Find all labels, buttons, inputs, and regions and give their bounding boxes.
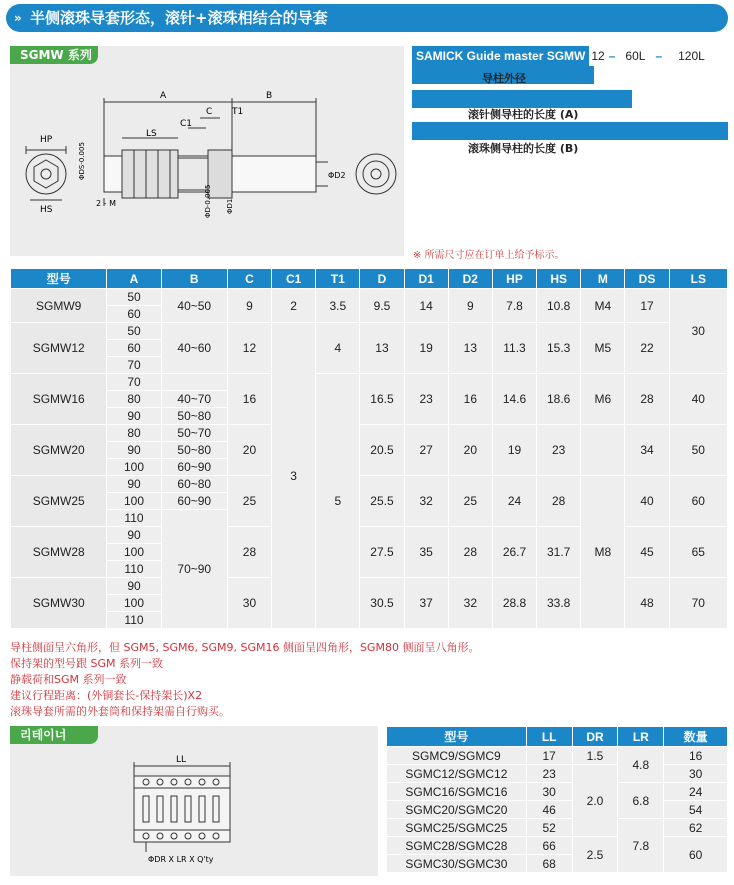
table-cell: 90 <box>107 578 161 595</box>
col-a: A <box>107 269 161 289</box>
label-retainer-spec: ΦDR X LR X Q'ty <box>148 855 214 864</box>
label-code-a: 滚针侧导柱的长度 (A) <box>468 108 579 121</box>
table-cell: 13 <box>448 323 492 374</box>
table-cell: 23 <box>404 374 448 425</box>
table-cell: 50 <box>669 425 727 476</box>
order-note: ※ 所需尺寸应在订单上给予标示。 <box>413 250 565 261</box>
technical-drawing <box>10 46 404 256</box>
table-cell: 4.8 <box>618 747 664 783</box>
table-cell: 33.8 <box>537 578 581 629</box>
table-cell: 46 <box>526 801 572 819</box>
model-d: 12 <box>591 49 605 63</box>
table-cell: 3.5 <box>316 289 360 323</box>
table-cell: 100 <box>107 544 161 561</box>
table-cell: 20 <box>227 425 271 476</box>
table-header-cell: 型号 <box>387 727 527 747</box>
retainer-tag: 리테이너 <box>10 726 98 744</box>
table-cell: 14 <box>404 289 448 323</box>
note-line: 静载荷和SGM 系列一致 <box>10 673 127 686</box>
table-cell: M8 <box>581 476 625 629</box>
table-cell: 60~90 <box>161 459 227 476</box>
table-cell: 2 <box>272 289 316 323</box>
table-cell: 30 <box>526 783 572 801</box>
page-title-bar <box>6 4 728 32</box>
table-cell: 27.5 <box>360 527 404 578</box>
table-cell: 24 <box>492 476 536 527</box>
col-hp: HP <box>492 269 536 289</box>
model-b: 120L <box>678 49 705 63</box>
col-d2: D2 <box>448 269 492 289</box>
table-cell: 30 <box>669 289 727 374</box>
table-cell: 19 <box>404 323 448 374</box>
table-cell: 60~90 <box>161 493 227 510</box>
label-m: 2 - M <box>96 199 116 208</box>
table-cell: 15.3 <box>537 323 581 374</box>
table-header-cell: LL <box>526 727 572 747</box>
table-cell: 40~60 <box>161 323 227 374</box>
note-line: 建议行程距离：(外铜套长-保持架长)X2 <box>10 689 203 702</box>
label-hp: HP <box>40 135 53 145</box>
table-cell: SGMC20/SGMC20 <box>387 801 527 819</box>
table-cell: SGMC16/SGMC16 <box>387 783 527 801</box>
end-view-left <box>26 146 66 200</box>
col-c: C <box>227 269 271 289</box>
table-cell: SGMC12/SGMC12 <box>387 765 527 783</box>
table-cell: 4 <box>316 323 360 374</box>
table-cell: 45 <box>625 527 669 578</box>
table-cell: SGMC30/SGMC30 <box>387 855 527 873</box>
table-cell: 70 <box>107 374 161 391</box>
table-cell: 31.7 <box>537 527 581 578</box>
series-tag: SGMW 系列 <box>10 46 98 64</box>
table-cell: 24 <box>664 783 728 801</box>
table-cell: SGMW9 <box>11 289 107 323</box>
table-cell: 30 <box>227 578 271 629</box>
table-row <box>387 783 728 801</box>
table-cell: 6.8 <box>618 783 664 819</box>
col-ds: DS <box>625 269 669 289</box>
model-dash-2: – <box>655 49 663 63</box>
table-cell: 90 <box>107 476 161 493</box>
note-line: 保持架的型号跟 SGM 系列一致 <box>10 657 163 670</box>
table-cell: M4 <box>581 289 625 323</box>
table-cell: 50 <box>107 289 161 306</box>
model-a: 60L <box>625 49 646 63</box>
col-ls: LS <box>669 269 727 289</box>
table-row <box>11 289 728 306</box>
label-code-b: 滚珠侧导柱的长度 (B) <box>468 142 579 155</box>
label-code-d: 导柱外径 <box>482 72 526 85</box>
table-cell: 62 <box>664 819 728 837</box>
page-title: 半侧滚珠导套形态，滚针+滚珠相结合的导套 <box>30 9 328 27</box>
label-d2: ΦD2 <box>328 171 346 180</box>
table-cell: 20 <box>448 425 492 476</box>
table-row <box>11 323 728 340</box>
table-cell: 10.8 <box>537 289 581 323</box>
label-ds: ΦDS-0.005 <box>78 142 86 180</box>
table-cell: SGMW25 <box>11 476 107 527</box>
table-cell: 20.5 <box>360 425 404 476</box>
notes <box>10 640 570 720</box>
table-cell: 40 <box>669 374 727 425</box>
table-cell: 16 <box>664 747 728 765</box>
label-c1: C1 <box>180 119 193 129</box>
table-cell: 25.5 <box>360 476 404 527</box>
bar-b <box>412 122 728 140</box>
table-cell: 32 <box>404 476 448 527</box>
table-cell: 60 <box>664 837 728 873</box>
table-cell: 12 <box>227 323 271 374</box>
table-cell: 110 <box>107 612 161 629</box>
table-cell: 60 <box>107 340 161 357</box>
table-cell: 110 <box>107 510 161 527</box>
retainer-table <box>386 726 728 873</box>
table-cell: 7.8 <box>618 819 664 873</box>
table-cell: 3 <box>272 323 316 629</box>
table-cell: 32 <box>448 578 492 629</box>
table-cell: 28 <box>625 374 669 425</box>
table-cell: 70 <box>107 357 161 374</box>
table-cell: SGMC28/SGMC28 <box>387 837 527 855</box>
table-cell: 19 <box>492 425 536 476</box>
model-prefix: SAMICK Guide master SGMW <box>412 46 589 66</box>
table-header-cell: LR <box>618 727 664 747</box>
label-ll: LL <box>176 755 187 765</box>
table-cell: SGMC25/SGMC25 <box>387 819 527 837</box>
table-cell: 17 <box>526 747 572 765</box>
table-cell: 35 <box>404 527 448 578</box>
label-d1: ΦD1 <box>226 198 234 214</box>
table-cell: 100 <box>107 493 161 510</box>
table-cell: 70~90 <box>161 510 227 629</box>
table-cell: 25 <box>227 476 271 527</box>
table-cell: 65 <box>669 527 727 578</box>
table-cell: 54 <box>664 801 728 819</box>
table-cell: 100 <box>107 459 161 476</box>
label-d: ΦD-0.005 <box>204 184 212 218</box>
table-cell <box>161 374 227 391</box>
label-b: B <box>266 91 273 101</box>
table-cell: 28 <box>227 527 271 578</box>
col-d: D <box>360 269 404 289</box>
table-cell: 40~50 <box>161 289 227 323</box>
table-cell: SGMC9/SGMC9 <box>387 747 527 765</box>
label-ls: LS <box>146 129 157 139</box>
table-cell: 9.5 <box>360 289 404 323</box>
label-t1: T1 <box>232 107 244 117</box>
table-cell: 1.5 <box>572 747 618 765</box>
table-cell: 28 <box>537 476 581 527</box>
col-hs: HS <box>537 269 581 289</box>
table-cell: 50~70 <box>161 425 227 442</box>
table-row <box>387 801 728 819</box>
table-cell: 100 <box>107 595 161 612</box>
table-cell: 5 <box>316 374 360 629</box>
table-cell: 16 <box>227 374 271 425</box>
table-cell: SGMW16 <box>11 374 107 425</box>
table-cell: 80 <box>107 425 161 442</box>
table-cell: 2.5 <box>572 837 618 873</box>
table-cell: 23 <box>526 765 572 783</box>
table-cell: 52 <box>526 819 572 837</box>
table-row <box>387 747 728 765</box>
table-cell: 60~80 <box>161 476 227 493</box>
col-model: 型号 <box>11 269 107 289</box>
end-view-right <box>356 154 396 194</box>
table-cell: SGMW20 <box>11 425 107 476</box>
note-line: 导柱侧面呈六角形，但 SGM5, SGM6, SGM9, SGM16 侧面呈四角形，SGM80 侧面呈八角形。 <box>10 641 480 654</box>
model-dash-1: – <box>608 49 616 63</box>
table-cell: 2.0 <box>572 765 618 837</box>
table-cell: 17 <box>625 289 669 323</box>
table-cell: 34 <box>625 425 669 476</box>
table-cell: 70 <box>669 578 727 629</box>
table-cell: 50 <box>107 323 161 340</box>
table-header-cell: DR <box>572 727 618 747</box>
note-line: 滚珠导套所需的外套筒和保持架需自行购买。 <box>10 705 230 718</box>
retainer-drawing <box>10 726 378 876</box>
table-cell: 11.3 <box>492 323 536 374</box>
model-code-row <box>412 46 719 66</box>
col-m: M <box>581 269 625 289</box>
side-view <box>104 98 328 206</box>
table-cell: 40 <box>625 476 669 527</box>
table-row <box>387 765 728 783</box>
table-row <box>11 425 728 442</box>
table-cell: 30 <box>664 765 728 783</box>
table-cell: 60 <box>669 476 727 527</box>
col-t1: T1 <box>316 269 360 289</box>
chevron-right-icon: » <box>14 11 22 25</box>
model-code-diagram <box>412 46 728 154</box>
table-cell: 26.7 <box>492 527 536 578</box>
table-cell: 18.6 <box>537 374 581 425</box>
table-cell: 80 <box>107 391 161 408</box>
sgmw-drawing-svg <box>10 46 404 256</box>
table-cell: 27 <box>404 425 448 476</box>
col-b: B <box>161 269 227 289</box>
table-cell: SGMW30 <box>11 578 107 629</box>
label-c: C <box>206 107 213 117</box>
table-cell: 90 <box>107 442 161 459</box>
table-cell: SGMW28 <box>11 527 107 578</box>
table-cell: 60 <box>107 306 161 323</box>
label-a: A <box>160 91 167 101</box>
table-row <box>387 819 728 837</box>
table-row <box>11 374 728 391</box>
table-cell: 50~80 <box>161 408 227 425</box>
table-cell: 9 <box>448 289 492 323</box>
table-cell <box>581 425 625 476</box>
table-cell: 30.5 <box>360 578 404 629</box>
table-cell: 23 <box>537 425 581 476</box>
col-d1: D1 <box>404 269 448 289</box>
table-cell: 37 <box>404 578 448 629</box>
table-cell: 25 <box>448 476 492 527</box>
sgmw-spec-table <box>10 268 728 629</box>
table-cell: 90 <box>107 408 161 425</box>
table-cell: M6 <box>581 374 625 425</box>
table-cell: 16.5 <box>360 374 404 425</box>
table-cell: SGMW12 <box>11 323 107 374</box>
table-cell: 9 <box>227 289 271 323</box>
table-cell: M5 <box>581 323 625 374</box>
table-cell: 50~80 <box>161 442 227 459</box>
label-hs: HS <box>40 205 53 215</box>
table-header-cell: 数量 <box>664 727 728 747</box>
table-row <box>11 476 728 493</box>
table-cell: 48 <box>625 578 669 629</box>
table-cell: 40~70 <box>161 391 227 408</box>
table-cell: 28 <box>448 527 492 578</box>
col-c1: C1 <box>272 269 316 289</box>
table-cell: 28.8 <box>492 578 536 629</box>
table-cell: 14.6 <box>492 374 536 425</box>
table-cell: 68 <box>526 855 572 873</box>
table-cell: 13 <box>360 323 404 374</box>
table-cell: 90 <box>107 527 161 544</box>
table-cell: 16 <box>448 374 492 425</box>
table-cell: 110 <box>107 561 161 578</box>
table-header-row <box>11 269 728 289</box>
table-row <box>387 837 728 855</box>
table-cell: 66 <box>526 837 572 855</box>
retainer-drawing-svg <box>10 726 378 876</box>
table-cell: 7.8 <box>492 289 536 323</box>
table-header-row <box>387 727 728 747</box>
table-cell: 22 <box>625 323 669 374</box>
